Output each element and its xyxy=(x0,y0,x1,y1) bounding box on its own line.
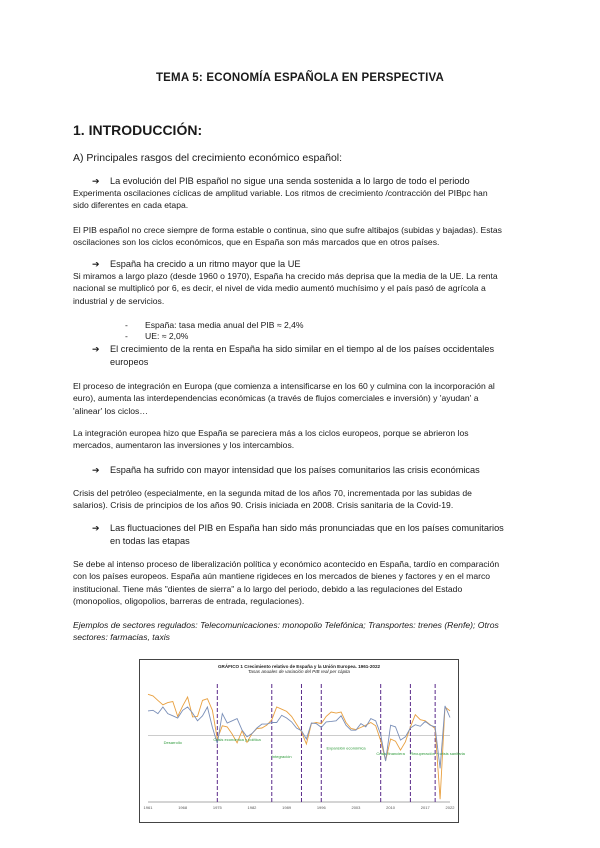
point-3-lead-text: El crecimiento de la renta en España ha sido similar en el tiempo al de los países occidentales xyxy=(110,344,495,354)
period-label: Crisis económica y política xyxy=(213,737,261,743)
text-line: (monopolios, oligopolios, barreras de entrada, regulaciones). xyxy=(73,596,305,607)
x-tick-label: 2022 xyxy=(445,805,455,810)
point-1-body xyxy=(73,187,488,212)
bullet-eu xyxy=(125,331,188,343)
point-3-lead-cont: europeos xyxy=(110,357,149,367)
text-line: oscilaciones son los ciclos económicos, que en España son más marcados que en otros países. xyxy=(73,237,440,248)
text-line: mercados, aumentaron las inversiones y los intercambios. xyxy=(73,440,295,451)
text-line: con los países europeos. España aún mantiene rigideces en los mercados de bienes y factores y en el marco xyxy=(73,571,491,582)
x-tick-label: 1996 xyxy=(316,805,326,810)
series-line-eu xyxy=(148,706,450,768)
section-heading: 1. INTRODUCCIÓN: xyxy=(73,122,203,138)
text-line: euro), aumenta las interdependencias económicas (a través de flujos comerciales e inversión) y 'ayudan' a xyxy=(73,393,479,404)
text-line: nacional se multiplicó por 6, es decir, el nivel de vida medio aumentó muchísimo y el país pasó de agrícola a xyxy=(73,283,486,294)
chart-subtitle: Tasas anuales de variación del PIB real per cápita xyxy=(248,669,350,674)
paragraph-5 xyxy=(73,558,499,608)
text-line: Experimenta oscilaciones cíclicas de amplitud variable. Los ritmos de crecimiento /contracción del PIBpc han xyxy=(73,188,488,198)
arrow-icon: ➔ xyxy=(92,344,100,354)
point-3-lead xyxy=(92,343,494,356)
chart-title: GRÁFICO 1 Crecimiento relativo de España y la Unión Europea. 1961-2022 xyxy=(217,664,381,669)
point-1-lead-text: La evolución del PIB español no sigue una senda sostenida a lo largo de todo el periodo xyxy=(110,176,470,186)
text-line: sido diferentes en cada etapa. xyxy=(73,200,189,211)
dash-marker: - xyxy=(125,320,128,330)
paragraph-3 xyxy=(73,427,469,452)
text-line: Crisis del petróleo (especialmente, en la segunda mitad de los años 70, incrementada por las subidas de xyxy=(73,488,472,498)
point-4-lead-text: España ha sufrido con mayor intensidad que los países comunitarios las crisis económicas xyxy=(110,465,480,475)
period-label: Desarrollo xyxy=(163,740,182,745)
text-line: La integración europea hizo que España se pareciera más a los ciclos europeos, porque se abrieron los xyxy=(73,428,469,438)
text-line: 'alinear' los ciclos… xyxy=(73,405,148,416)
point-2-lead-text: España ha crecido a un ritmo mayor que la UE xyxy=(110,259,301,269)
paragraph-1 xyxy=(73,224,502,249)
arrow-icon: ➔ xyxy=(92,523,100,533)
paragraph-2 xyxy=(73,380,495,417)
arrow-icon: ➔ xyxy=(92,176,100,186)
arrow-icon: ➔ xyxy=(92,465,100,475)
point-5-lead-cont: en todas las etapas xyxy=(110,536,190,546)
x-tick-label: 1975 xyxy=(212,805,222,810)
bullet-text: España: tasa media anual del PIB ≈ 2,4% xyxy=(145,320,304,330)
bullet-spain xyxy=(125,320,304,332)
x-tick-label: 1982 xyxy=(247,805,257,810)
point-5-lead xyxy=(92,522,504,535)
series-line-spain xyxy=(148,694,450,799)
x-tick-label: 2003 xyxy=(351,805,361,810)
subheading: A) Principales rasgos del crecimiento económico español: xyxy=(73,152,343,164)
x-tick-label: 2010 xyxy=(386,805,396,810)
x-tick-label: 1961 xyxy=(143,805,153,810)
text-line: El PIB español no crece siempre de forma estable o continua, sino que sufre altibajos (subidas y bajadas). Estas xyxy=(73,225,502,235)
paragraph-4 xyxy=(73,487,472,512)
point-1-lead xyxy=(92,175,470,188)
text-line: Se debe al intenso proceso de liberalización política y económico acontecido en España, tardío en comparación xyxy=(73,559,500,569)
period-label: Recuperación + crisis sanitaria xyxy=(410,751,465,757)
point-2-lead xyxy=(92,258,300,271)
text-line: sectores: farmacias, taxis xyxy=(73,632,170,643)
point-5-lead-text: Las fluctuaciones del PIB en España han sido más pronunciadas que en los países comunitarios xyxy=(110,523,504,533)
point-4-lead xyxy=(92,464,480,477)
x-tick-label: 1968 xyxy=(178,805,188,810)
x-tick-label: 1989 xyxy=(282,805,292,810)
text-line: Ejemplos de sectores regulados: Telecomunicaciones: monopolio Telefónica; Transportes: trenes (Renfe); Otros xyxy=(73,620,499,630)
bullet-text: UE: ≈ 2,0% xyxy=(145,331,189,341)
arrow-icon: ➔ xyxy=(92,259,100,269)
point-2-body xyxy=(73,270,498,307)
period-label: Expansión económica xyxy=(326,745,366,751)
chart-figure xyxy=(139,659,465,823)
document-title: TEMA 5: ECONOMÍA ESPAÑOLA EN PERSPECTIVA xyxy=(155,72,445,84)
text-line: Si miramos a largo plazo (desde 1960 o 1970), España ha crecido más deprisa que la media de la UE. La renta xyxy=(73,271,498,281)
chart-plot xyxy=(140,680,465,820)
x-tick-label: 2017 xyxy=(420,805,430,810)
examples-paragraph xyxy=(73,619,499,644)
period-label: Integración xyxy=(271,753,292,759)
period-label: Crisis financiera xyxy=(376,751,405,757)
text-line: industrial y de servicios. xyxy=(73,295,165,306)
text-line: institucional. Tiene más "dientes de sierra" a lo largo del periodo, debido a las regulaciones del Estado xyxy=(73,583,463,594)
text-line: El proceso de integración en Europa (que comienza a intensificarse en los 60 y culmina con la incorporación al xyxy=(73,381,495,391)
text-line: salarios). Crisis de principios de los años 90. Crisis iniciada en 2008. Crisis sanitaria de la Covid-19. xyxy=(73,500,454,511)
dash-marker: - xyxy=(125,331,128,341)
